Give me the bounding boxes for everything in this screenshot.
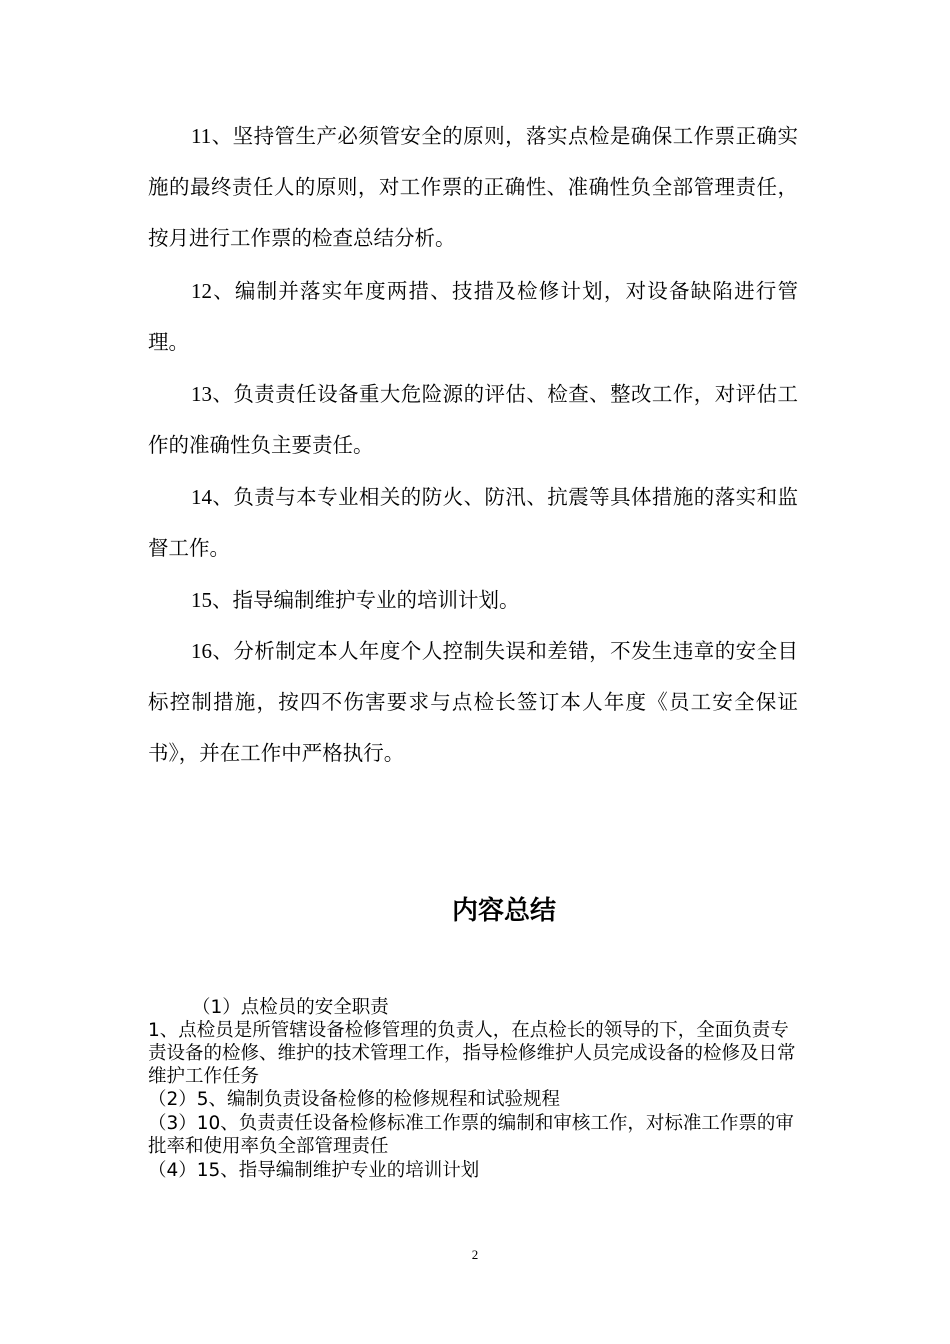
paragraph-13 [148, 369, 798, 471]
summary-item: （4）15、指导编制维护专业的培训计划 [148, 1160, 480, 1181]
paragraph-text: 、分析制定本人年度个人控制失误和差错，不发生违章的安全目标控制措施，按四不伤害要求与点检长签订本人年度《员工安全保证书》，并在工作中严格执行。 [148, 639, 798, 765]
paragraph-text: 、负责与本专业相关的防火、防汛、抗震等具体措施的落实和监督工作。 [148, 485, 798, 560]
paragraph-text: 、负责责任设备重大危险源的评估、检查、整改工作，对评估工作的准确性负主要责任。 [148, 382, 798, 457]
paragraph-number: 11 [191, 124, 212, 148]
paragraph-number: 15 [191, 588, 212, 612]
paragraph-16 [148, 626, 798, 779]
paragraph-text: 、编制并落实年度两措、技措及检修计划，对设备缺陷进行管理。 [148, 279, 798, 354]
paragraph-text: 、指导编制维护专业的培训计划。 [212, 588, 520, 612]
paragraph-number: 14 [191, 485, 212, 509]
paragraph-14 [148, 472, 798, 574]
summary-item: （2）5、编制负责设备检修的检修规程和试验规程 [148, 1089, 561, 1110]
paragraph-15 [148, 575, 798, 626]
paragraph-number: 12 [191, 279, 212, 303]
summary-title: 内容总结 [451, 896, 556, 926]
paragraph-12 [148, 266, 798, 368]
paragraph-11 [148, 111, 798, 264]
paragraph-number: 16 [191, 639, 212, 663]
summary-item: （1）点检员的安全职责 [192, 997, 389, 1018]
summary-item: 1、点检员是所管辖设备检修管理的负责人，在点检长的领导的下，全面负责专责设备的检修、维护的技术管理工作，指导检修维护人员完成设备的检修及日常维护工作任务 [148, 1020, 796, 1087]
summary-item: （3）10、负责责任设备检修标准工作票的编制和审核工作，对标准工作票的审批率和使用率负全部管理责任 [148, 1113, 794, 1157]
page-number: 2 [471, 1247, 479, 1262]
paragraph-text: 、坚持管生产必须管安全的原则，落实点检是确保工作票正确实施的最终责任人的原则，对工作票的正确性、准确性负全部管理责任，按月进行工作票的检查总结分析。 [148, 124, 798, 250]
paragraph-number: 13 [191, 382, 212, 406]
